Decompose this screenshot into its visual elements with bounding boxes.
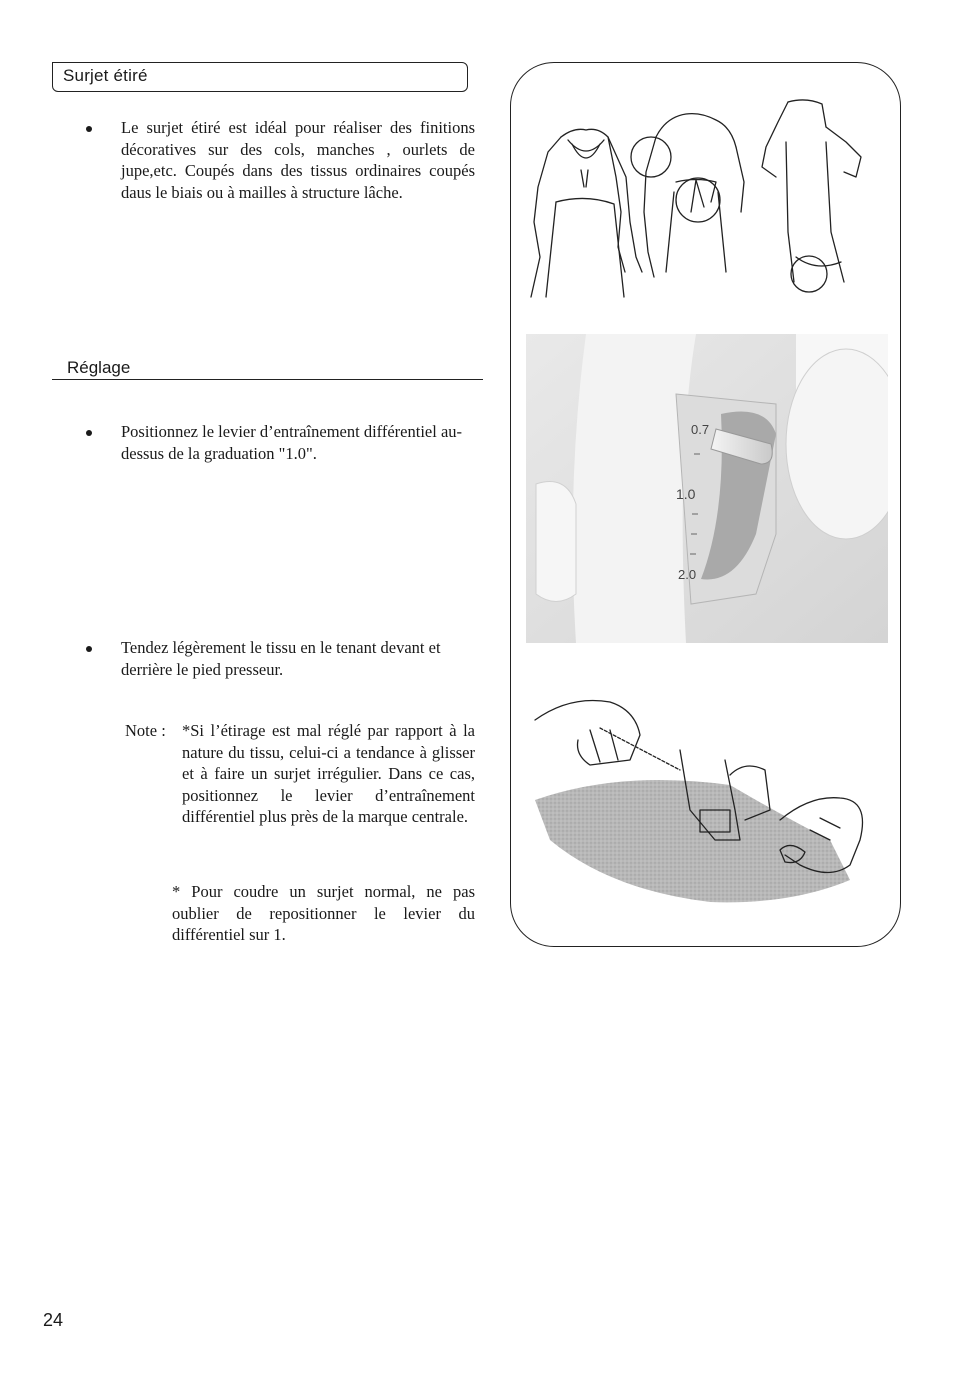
hands-fabric-illustration: [530, 690, 880, 910]
heading-underline: [52, 379, 483, 380]
note-text-2: * Pour coudre un surjet normal, ne pas oublier de repositionner le levier du différentiel sur 1.: [172, 882, 475, 945]
garment-illustration: [526, 82, 878, 322]
note-text: *Si l’étirage est mal réglé par rapport à la nature du tissu, celui-ci a tendance à glisser et à faire un surjet irrégulier. Dans ce cas, positionnez le levier d’entraînement différentiel plus près de la marque centrale.: [182, 721, 475, 827]
setting-heading: Réglage: [67, 358, 131, 377]
section-title: Surjet étiré: [63, 66, 148, 85]
bullet-dot: [86, 126, 92, 132]
intro-paragraph: Le surjet étiré est idéal pour réaliser des finitions décoratives sur des cols, manches , ourlets de jupe,etc. Coupés dans des tissus ordinaires coupés daus le biais ou à mailles à structure lâche.: [121, 118, 475, 202]
page-number: 24: [43, 1310, 64, 1330]
dial-mark-mid: 1.0: [676, 486, 696, 502]
step1-text: Positionnez le levier d’entraînement différentiel au-dessus de la graduation "1.0".: [121, 422, 463, 463]
step2-text: Tendez légèrement le tissu en le tenant devant et derrière le pied presseur.: [121, 638, 441, 679]
dial-mark-top: 0.7: [691, 422, 710, 437]
note-label: Note :: [125, 721, 166, 740]
bullet-dot: [86, 646, 92, 652]
bullet-dot: [86, 430, 92, 436]
dial-mark-bottom: 2.0: [678, 567, 697, 582]
differential-lever-photo: [526, 334, 888, 643]
